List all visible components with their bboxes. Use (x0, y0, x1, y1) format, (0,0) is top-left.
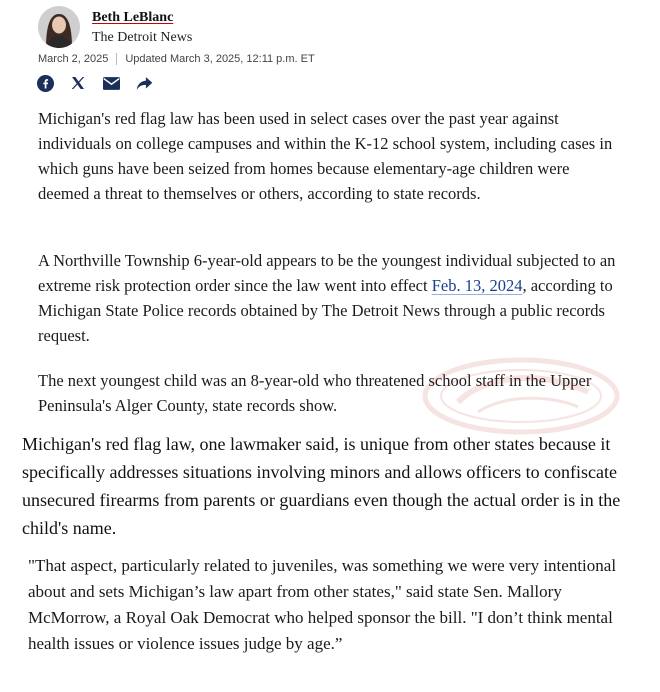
author-avatar[interactable] (38, 6, 80, 48)
paragraph-2-text-end: , according to Michigan State Police records obtained by The Detroit News through a public records request. (38, 276, 613, 345)
share-bar (36, 74, 153, 92)
dateline (38, 51, 315, 67)
author-name-link[interactable]: Beth LeBlanc (92, 10, 174, 25)
article-paragraph-4: Michigan's red flag law, one lawmaker said, is unique from other states because it specifically addresses situations involving minors and allows officers to confiscate unsecured firearms from parents or guardians even though the actual order is in the child's name. (22, 434, 621, 538)
dateline-divider (116, 53, 117, 65)
outlet-name: The Detroit News (92, 30, 193, 45)
share-arrow-icon[interactable] (135, 74, 153, 92)
published-date: March 2, 2025 (38, 53, 109, 65)
article-quote-paragraph: "That aspect, particularly related to juveniles, was something we were very intentional about and sets Michigan’s law apart from other states," said state Sen. Mallory McMorrow, a Royal Oak Democrat who helped sponsor the bill. "I don’t think mental health issues or violence issues judge by age.” (28, 556, 617, 653)
watermark-logo (418, 352, 624, 440)
article-paragraph-1: Michigan's red flag law has been used in select cases over the past year against individuals on college campuses and within the K-12 school system, including cases in which guns have been seized from homes because elementary-age children were deemed a threat to themselves or others, according to state records. (38, 109, 613, 203)
email-icon[interactable] (102, 74, 120, 92)
law-effective-date-link[interactable]: Feb. 13, 2024 (431, 276, 523, 295)
paragraph-2-text-start: A Northville Township 6-year-old appears to be the youngest individual subjected to an extreme risk protection order since the law went into effect (38, 251, 616, 295)
article-paragraph-3: The next youngest child was an 8-year-old who threatened school staff in the Upper Peninsula's Alger County, state records show. (38, 371, 592, 415)
article-paragraph-2 (38, 248, 628, 348)
facebook-icon[interactable] (36, 74, 54, 92)
x-icon[interactable] (69, 74, 87, 92)
updated-date: Updated March 3, 2025, 12:11 p.m. ET (125, 53, 315, 65)
